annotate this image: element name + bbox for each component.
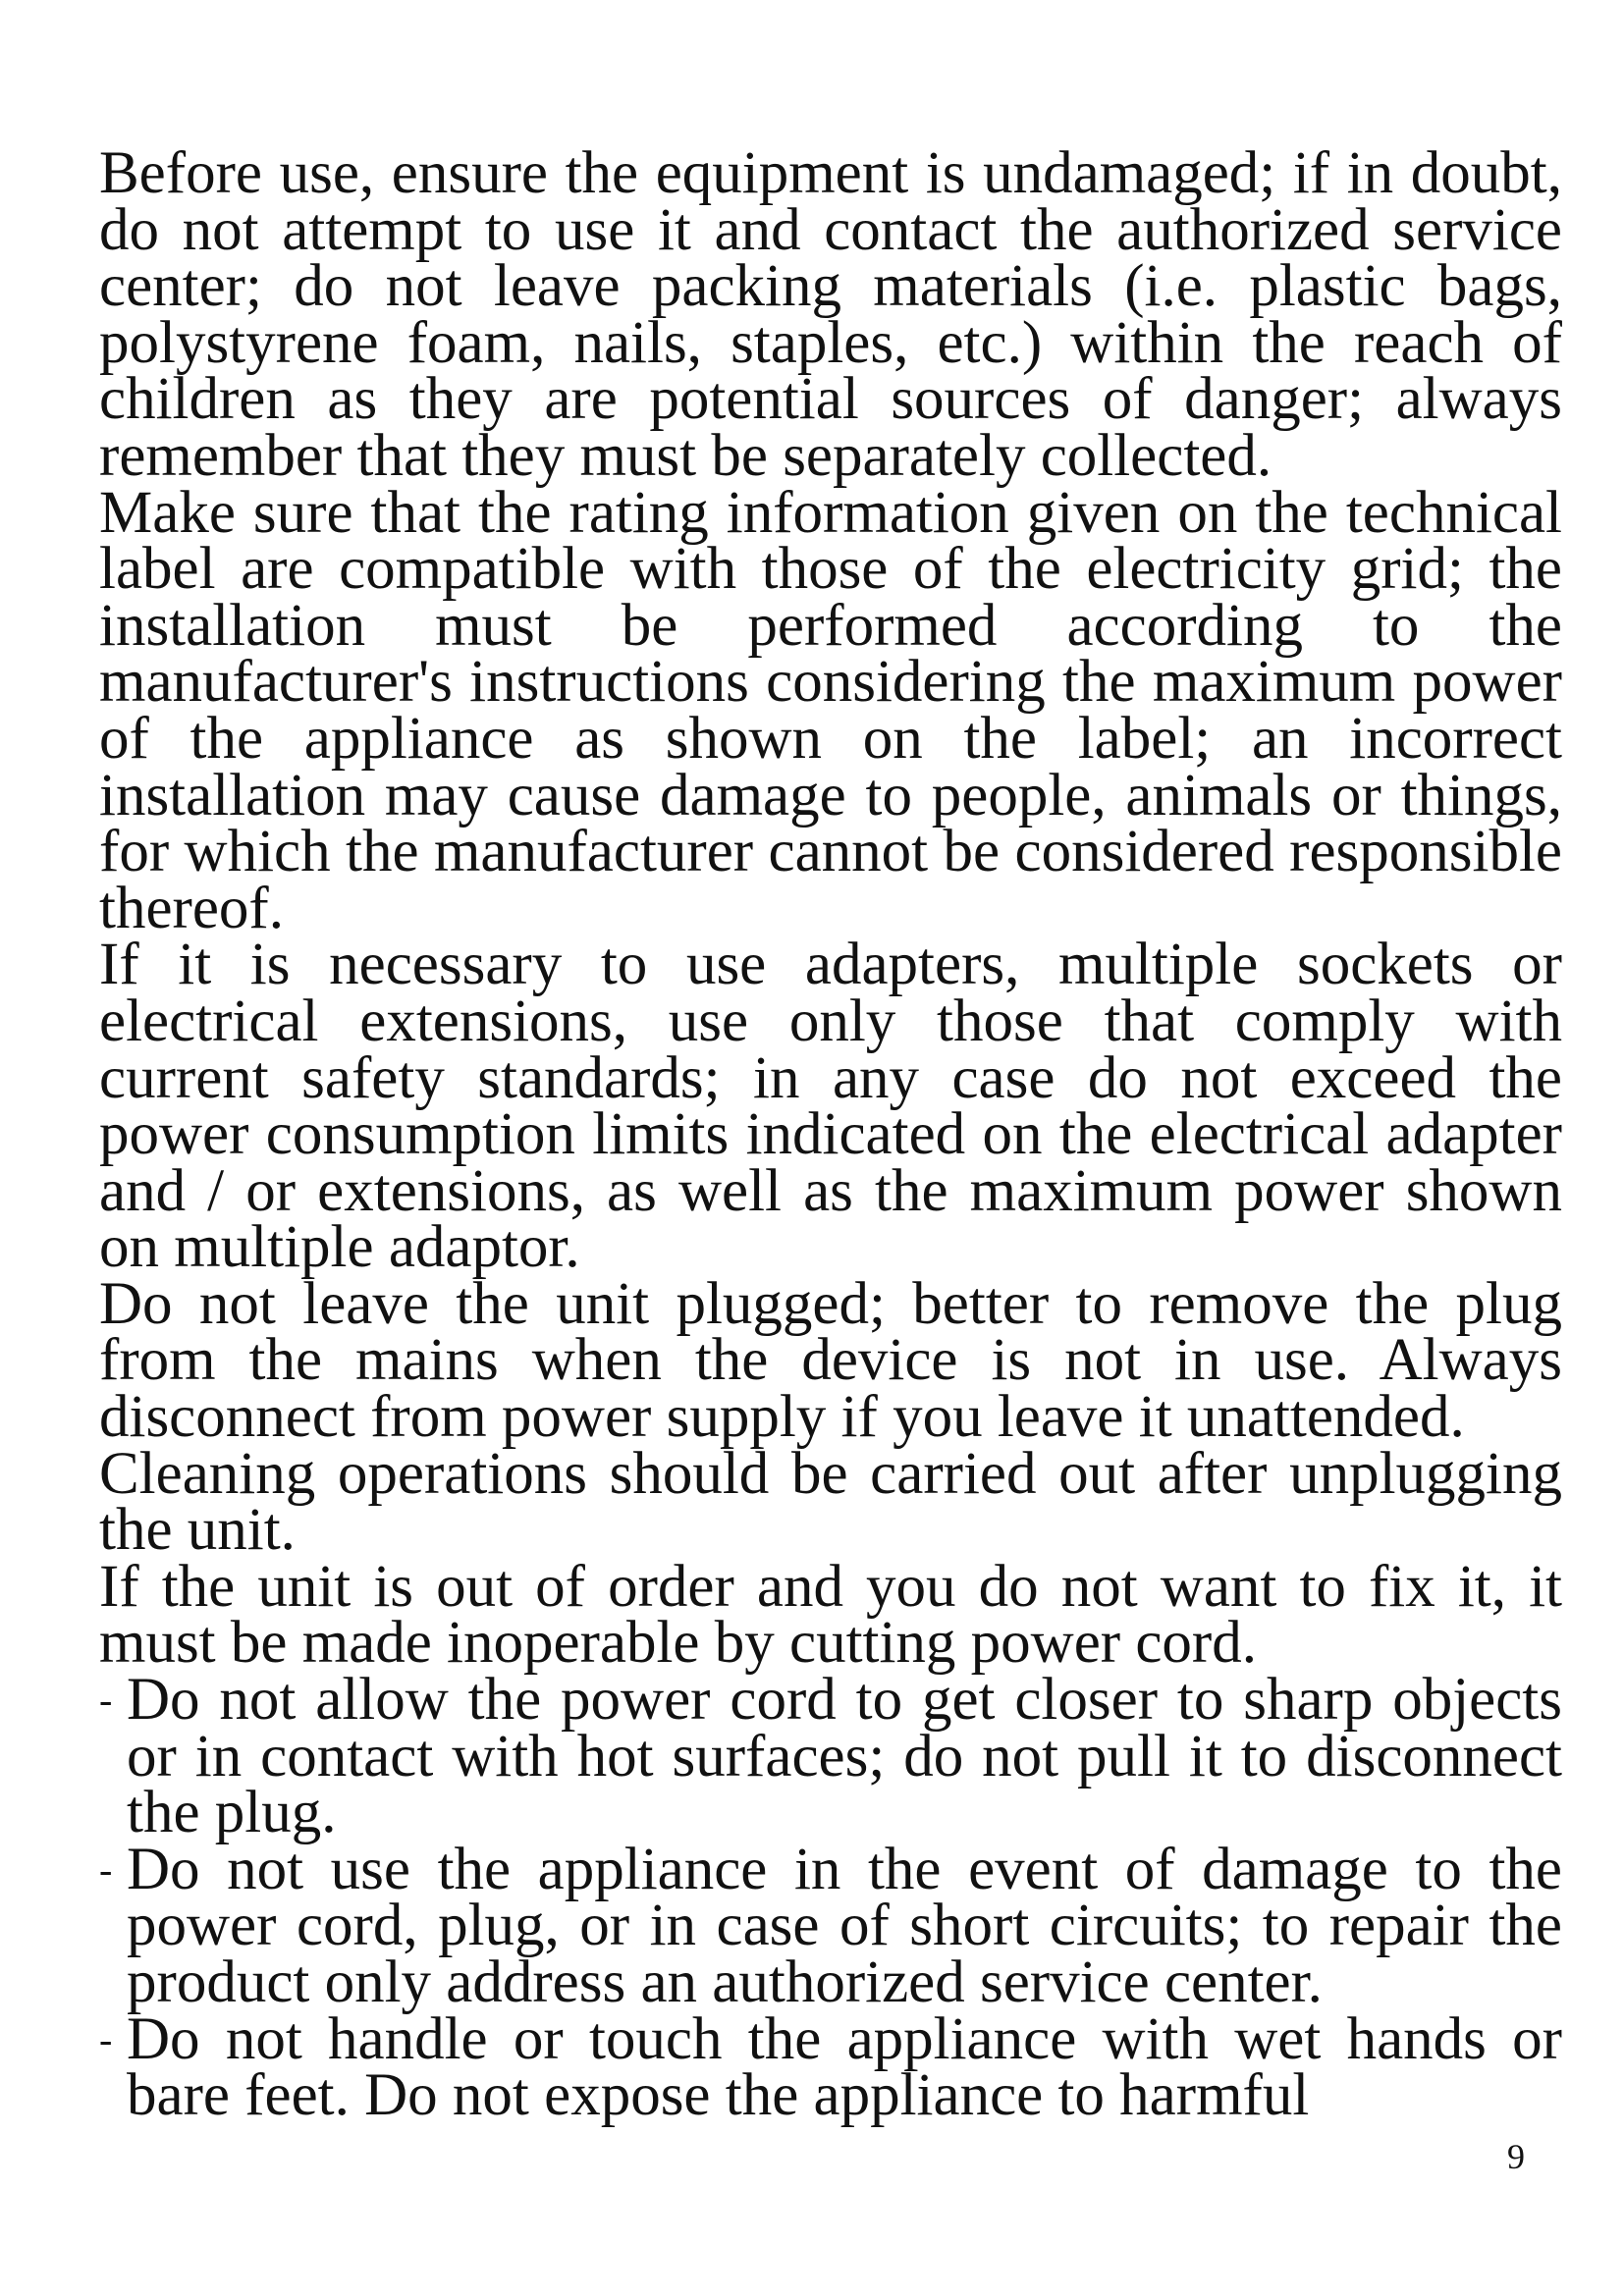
list-item-text: Do not allow the power cord to get closer to sharp objects or in contact with hot surfaces; do not pull it to disconnect the plug.: [127, 1667, 1562, 1846]
list-item: [99, 1667, 1562, 1846]
warning-list: [99, 1667, 1562, 2129]
list-item: [99, 2005, 1562, 2129]
list-item-text: Do not handle or touch the appliance with wet hands or bare feet. Do not expose the appliance to harmful: [127, 2005, 1562, 2129]
bullet-marker: -: [99, 1846, 113, 1892]
list-item: [99, 1836, 1562, 2015]
bullet-marker: -: [99, 1678, 113, 1723]
page-content: [99, 140, 1562, 2129]
page-number: 9: [1507, 2137, 1525, 2176]
bullet-marker: -: [99, 2016, 113, 2061]
paragraph-unplug: Do not leave the unit plugged; better to remove the plug from the mains when the device is not in use. Always disconnect from power supply if you leave it unattended.: [99, 1270, 1562, 1451]
paragraph-rating-label: Make sure that the rating information given on the technical label are compatible with those of the electricity grid; the installation must be performed according to the manufacturer's instructions considering the maximum power of the appliance as shown on the label; an incorrect installation may cause damage to people, animals or things, for which the manufacturer cannot be considered responsible thereof.: [99, 479, 1562, 941]
paragraph-cleaning: Cleaning operations should be carried out after unplugging the unit.: [99, 1440, 1562, 1564]
list-item-text: Do not use the appliance in the event of damage to the power cord, plug, or in case of short circuits; to repair the product only address an authorized service center.: [127, 1836, 1562, 2015]
paragraph-adapters: If it is necessary to use adapters, multiple sockets or electrical extensions, use only those that comply with current safety standards; in any case do not exceed the power consumption limits indicated on the electrical adapter and / or extensions, as well as the maximum power shown on multiple adaptor.: [99, 932, 1562, 1281]
paragraph-inspection: Before use, ensure the equipment is undamaged; if in doubt, do not attempt to use it and contact the authorized service center; do not leave packing materials (i.e. plastic bags, polystyrene foam, nails, staples, etc.) within the reach of children as they are potential sources of danger; always remember that they must be separately collected.: [99, 140, 1562, 489]
paragraph-out-of-order: If the unit is out of order and you do not want to fix it, it must be made inoperable by cutting power cord.: [99, 1553, 1562, 1677]
